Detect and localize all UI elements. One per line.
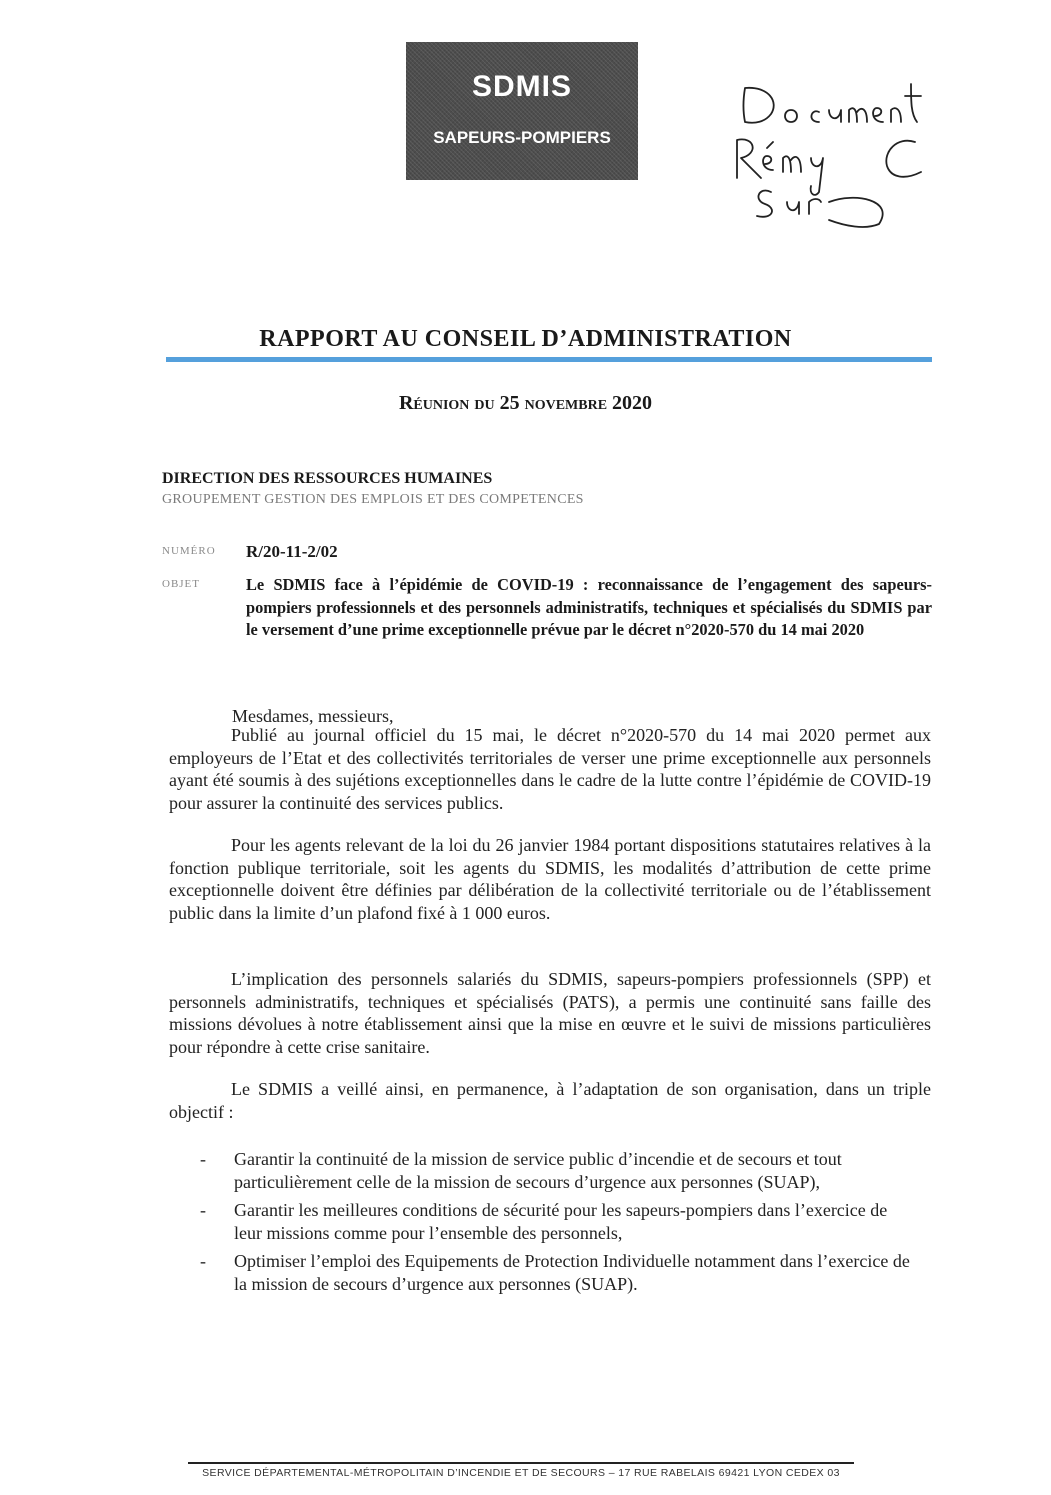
list-item [196,1148,916,1193]
title-underline [166,357,932,362]
meeting-date: Réunion du 25 novembre 2020 [398,392,653,414]
paragraph: Pour les agents relevant de la loi du 26 janvier 1984 portant dispositions statutaires relatives à la fonction publique territoriale, soit les agents du SDMIS, les modalités d’attribution de cette prime exceptionnelle doivent être définies par délibération de la collectivité territoriale ou de l’établissement public dans la limite d’un plafond fixé à 1 000 euros. [169,835,931,923]
groupement-heading: GROUPEMENT GESTION DES EMPLOIS ET DES COMPETENCES [162,492,584,507]
objectives-list [196,1148,916,1301]
objet-text: Le SDMIS face à l’épidémie de COVID-19 : reconnaissance de l’engagement des sapeurs-pompiers professionnels et des personnels administratifs, techniques et spécialisés du SDMIS par le versement d’une prime exceptionnelle prévue par le décret n°2020-570 du 14 mai 2020 [246,575,932,640]
direction-heading: DIRECTION DES RESSOURCES HUMAINES [162,470,493,487]
list-item [196,1199,916,1244]
report-title: RAPPORT AU CONSEIL D’ADMINISTRATION [259,326,792,352]
numero-label: NUMÉRO [162,545,216,557]
list-item [196,1250,916,1295]
logo-subtitle: SAPEURS-POMPIERS [433,128,611,147]
logo-title: SDMIS [471,70,572,103]
bullet-dash: - [200,1251,206,1271]
paragraph: Publié au journal officiel du 15 mai, le décret n°2020-570 du 14 mai 2020 permet aux employeurs de l’Etat et des collectivités territoriales de verser une prime exceptionnelle aux personnels ayant été soumis à des sujétions exceptionnelles dans le cadre de la lutte contre l’épidémie de COVID-19 pour assurer la continuité des services publics. [169,725,931,813]
objet-label: OBJET [162,578,200,590]
paragraph: L’implication des personnels salariés du SDMIS, sapeurs-pompiers professionnels (SPP) et personnels administratifs, techniques et spécialisés (PATS), a permis une continuité sans faille des missions dévolues à notre établissement ainsi que la mise en œuvre et le suivi de missions particulières pour répondre à cette crise sanitaire. [169,969,931,1057]
bullet-dash: - [200,1149,206,1169]
handwritten-annotation [725,74,955,234]
list-item-text: Optimiser l’emploi des Equipements de Protection Individuelle notamment dans l’exercice de la mission de secours d’urgence aux personnes (SUAP). [234,1251,910,1294]
footer-address: SERVICE DÉPARTEMENTAL-MÉTROPOLITAIN D’INCENDIE ET DE SECOURS – 17 RUE RABELAIS 69421 LYON CEDEX 03 [202,1467,840,1479]
bullet-dash: - [200,1200,206,1220]
numero-value: R/20-11-2/02 [246,542,338,561]
paragraph: Le SDMIS a veillé ainsi, en permanence, à l’adaptation de son organisation, dans un triple objectif : [169,1079,931,1122]
list-item-text: Garantir les meilleures conditions de sécurité pour les sapeurs-pompiers dans l’exercice de leur missions comme pour l’ensemble des personnels, [234,1200,888,1243]
footer-divider [188,1462,854,1464]
sdmis-logo [406,42,638,180]
list-item-text: Garantir la continuité de la mission de service public d’incendie et de secours et tout particulièrement celle de la mission de secours d’urgence aux personnes (SUAP), [234,1149,842,1192]
salutation: Mesdames, messieurs, [232,706,394,726]
